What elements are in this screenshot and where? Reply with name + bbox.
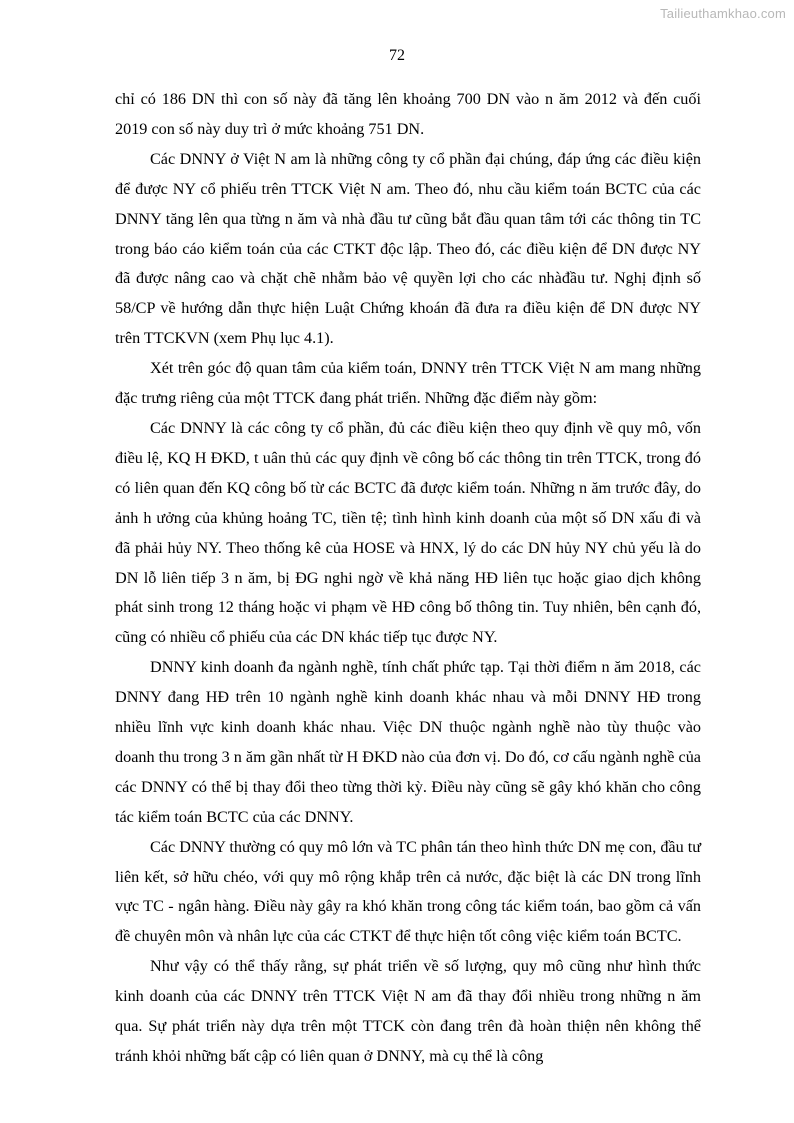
watermark-text: Tailieuthamkhao.com (660, 6, 786, 21)
paragraph-conclusion: Như vậy có thể thấy rằng, sự phát triển về số lượng, quy mô cũng như hình thức kinh doanh của các DNNY trên TTCK Việt N am đã thay đổi nhiều trong những n ăm qua. Sự phát triển này dựa trên một TTCK còn đang trên đà hoàn thiện nên không thể tránh khỏi những bất cập có liên quan ở DNNY, mà cụ thể là công (115, 957, 701, 1065)
paragraph-listed-companies-intro: Các DNNY ở Việt N am là những công ty cổ phần đại chúng, đáp ứng các điều kiện để được NY cổ phiếu trên TTCK Việt N am. Theo đó, nhu cầu kiểm toán BCTC của các DNNY tăng lên qua từng n ăm và nhà đầu tư cũng bắt đầu quan tâm tới các thông tin TC trong báo cáo kiểm toán của các CTKT độc lập. Theo đó, các điều kiện để DN được NY đã được nâng cao và chặt chẽ nhằm bảo vệ quyền lợi cho các nhàđầu tư. Nghị định số 58/CP về hướng dẫn thực hiện Luật Chứng khoán đã đưa ra điều kiện để DN được NY trên TTCKVN (xem Phụ lục 4.1). (115, 149, 701, 348)
page-number: 72 (389, 47, 405, 64)
paragraph-audit-perspective: Xét trên góc độ quan tâm của kiểm toán, DNNY trên TTCK Việt N am mang những đặc trưng riêng của một TTCK đang phát triển. Những đặc điểm này gồm: (115, 359, 701, 408)
paragraph-characteristic-1: Các DNNY là các công ty cổ phần, đủ các điều kiện theo quy định về quy mô, vốn điều lệ, KQ H ĐKD, t uân thủ các quy định về công bố các thông tin trên TTCK, trong đó có liên quan đến KQ công bố từ các BCTC đã được kiểm toán. Những n ăm trước đây, do ảnh h ưởng của khủng hoảng TC, tiền tệ; tình hình kinh doanh của một số DN xấu đi và đã phải hủy NY. Theo thống kê của HOSE và HNX, lý do các DN hủy NY chủ yếu là do DN lỗ liên tiếp 3 n ăm, bị ĐG nghi ngờ về khả năng HĐ liên tục hoặc giao dịch không phát sinh trong 12 tháng hoặc vi phạm về HĐ công bố thông tin. Tuy nhiên, bên cạnh đó, cũng có nhiều cổ phiếu của các DN khác tiếp tục được NY. (115, 418, 701, 647)
paragraph-continued: chỉ có 186 DN thì con số này đã tăng lên khoảng 700 DN vào n ăm 2012 và đến cuối 2019 con số này duy trì ở mức khoảng 751 DN. (115, 90, 701, 138)
paragraph-characteristic-2: DNNY kinh doanh đa ngành nghề, tính chất phức tạp. Tại thời điểm n ăm 2018, các DNNY đang HĐ trên 10 ngành nghề kinh doanh khác nhau và mỗi DNNY HĐ trong nhiều lĩnh vực kinh doanh khác nhau. Việc DN thuộc ngành nghề nào tùy thuộc vào doanh thu trong 3 n ăm gần nhất từ H ĐKD nào của đơn vị. Do đó, cơ cấu ngành nghề của các DNNY có thể bị thay đổi theo từng thời kỳ. Điều này cũng sẽ gây khó khăn cho công tác kiểm toán BCTC của các DNNY. (115, 658, 701, 826)
paragraph-characteristic-3: Các DNNY thường có quy mô lớn và TC phân tán theo hình thức DN mẹ con, đầu tư liên kết, sở hữu chéo, với quy mô rộng khắp trên cả nước, đặc biệt là các DN trong lĩnh vực TC - ngân hàng. Điều này gây ra khó khăn trong công tác kiểm toán, bao gồm cả vấn đề chuyên môn và nhân lực của các CTKT để thực hiện tốt công việc kiểm toán BCTC. (115, 837, 702, 946)
document-body (115, 85, 701, 1072)
